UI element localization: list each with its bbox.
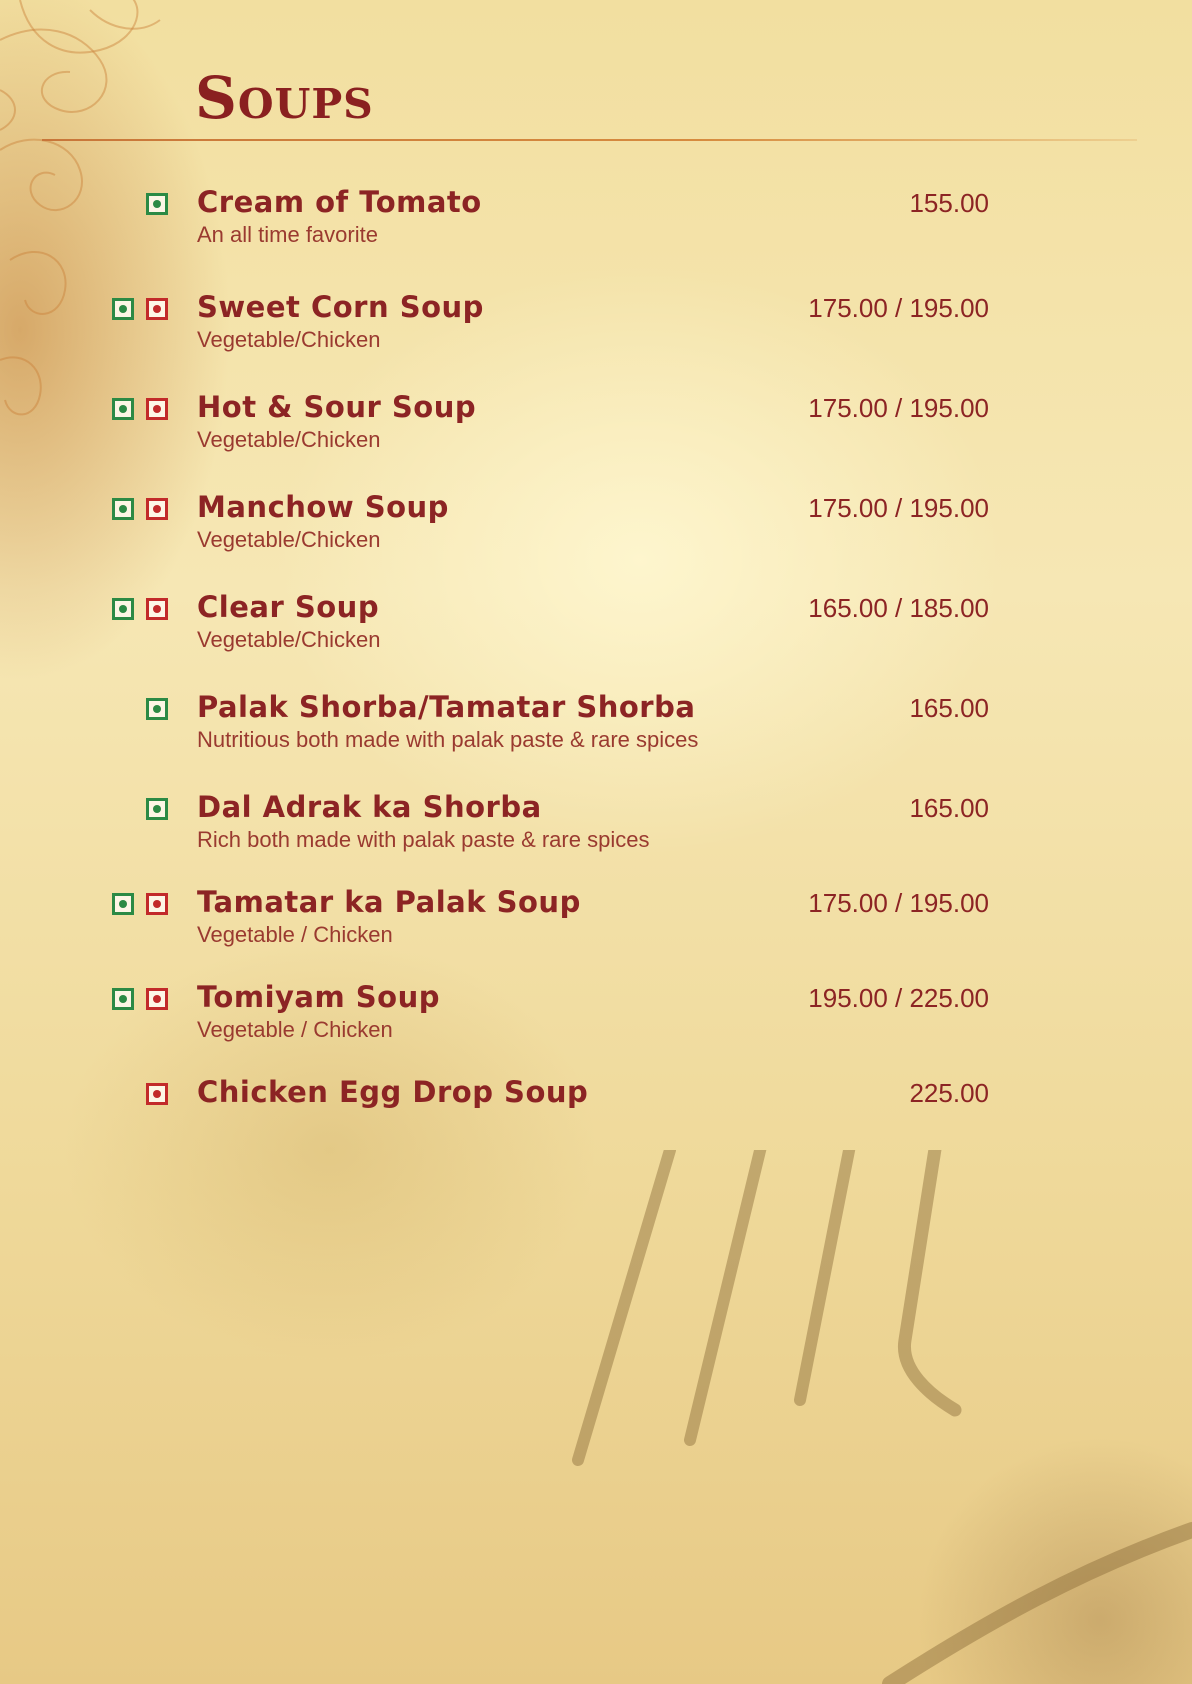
menu-item bbox=[0, 1075, 1192, 1155]
item-name: Dal Adrak ka Shorba bbox=[197, 790, 542, 824]
item-name: Palak Shorba/Tamatar Shorba bbox=[197, 690, 696, 724]
item-price: 165.00 bbox=[909, 693, 989, 723]
item-description: Nutritious both made with palak paste & rare spices bbox=[197, 727, 699, 752]
item-description: Vegetable/Chicken bbox=[197, 527, 381, 552]
item-name: Tomiyam Soup bbox=[197, 980, 441, 1014]
item-name: Sweet Corn Soup bbox=[197, 290, 484, 324]
item-description: Vegetable/Chicken bbox=[197, 327, 381, 352]
item-description: Vegetable / Chicken bbox=[197, 1017, 393, 1042]
item-description: Vegetable/Chicken bbox=[197, 627, 381, 652]
veg-marker-icon bbox=[112, 893, 134, 915]
item-price: 175.00 / 195.00 bbox=[808, 393, 989, 423]
nonveg-marker-icon bbox=[146, 398, 168, 420]
item-price: 155.00 bbox=[909, 188, 989, 218]
item-price: 225.00 bbox=[909, 1078, 989, 1108]
nonveg-marker-icon bbox=[146, 1083, 168, 1105]
menu-item bbox=[0, 390, 1192, 470]
nonveg-marker-icon bbox=[146, 598, 168, 620]
title-divider bbox=[42, 139, 1137, 141]
veg-marker-icon bbox=[146, 193, 168, 215]
veg-marker-icon bbox=[112, 598, 134, 620]
item-name: Chicken Egg Drop Soup bbox=[197, 1075, 589, 1109]
veg-marker-icon bbox=[112, 498, 134, 520]
fork-watermark bbox=[560, 1150, 1192, 1684]
item-description: An all time favorite bbox=[197, 222, 378, 247]
nonveg-marker-icon bbox=[146, 893, 168, 915]
item-price: 175.00 / 195.00 bbox=[808, 293, 989, 323]
item-price: 165.00 bbox=[909, 793, 989, 823]
item-price: 195.00 / 225.00 bbox=[808, 983, 989, 1013]
item-price: 175.00 / 195.00 bbox=[808, 493, 989, 523]
item-name: Clear Soup bbox=[197, 590, 380, 624]
menu-item bbox=[0, 790, 1192, 870]
item-name: Manchow Soup bbox=[197, 490, 449, 524]
menu-item bbox=[0, 185, 1192, 265]
nonveg-marker-icon bbox=[146, 298, 168, 320]
item-description: Rich both made with palak paste & rare spices bbox=[197, 827, 650, 852]
menu-item bbox=[0, 690, 1192, 770]
item-price: 175.00 / 195.00 bbox=[808, 888, 989, 918]
menu-item bbox=[0, 290, 1192, 370]
veg-marker-icon bbox=[112, 988, 134, 1010]
veg-marker-icon bbox=[146, 698, 168, 720]
item-price: 165.00 / 185.00 bbox=[808, 593, 989, 623]
item-description: Vegetable / Chicken bbox=[197, 922, 393, 947]
item-name: Tamatar ka Palak Soup bbox=[197, 885, 581, 919]
veg-marker-icon bbox=[112, 298, 134, 320]
nonveg-marker-icon bbox=[146, 498, 168, 520]
menu-item bbox=[0, 885, 1192, 965]
item-name: Hot & Sour Soup bbox=[197, 390, 477, 424]
item-name: Cream of Tomato bbox=[197, 185, 482, 219]
menu-item bbox=[0, 590, 1192, 670]
nonveg-marker-icon bbox=[146, 988, 168, 1010]
item-description: Vegetable/Chicken bbox=[197, 427, 381, 452]
page-title: Soups bbox=[195, 64, 374, 132]
menu-item bbox=[0, 490, 1192, 570]
veg-marker-icon bbox=[112, 398, 134, 420]
veg-marker-icon bbox=[146, 798, 168, 820]
menu-item bbox=[0, 980, 1192, 1060]
